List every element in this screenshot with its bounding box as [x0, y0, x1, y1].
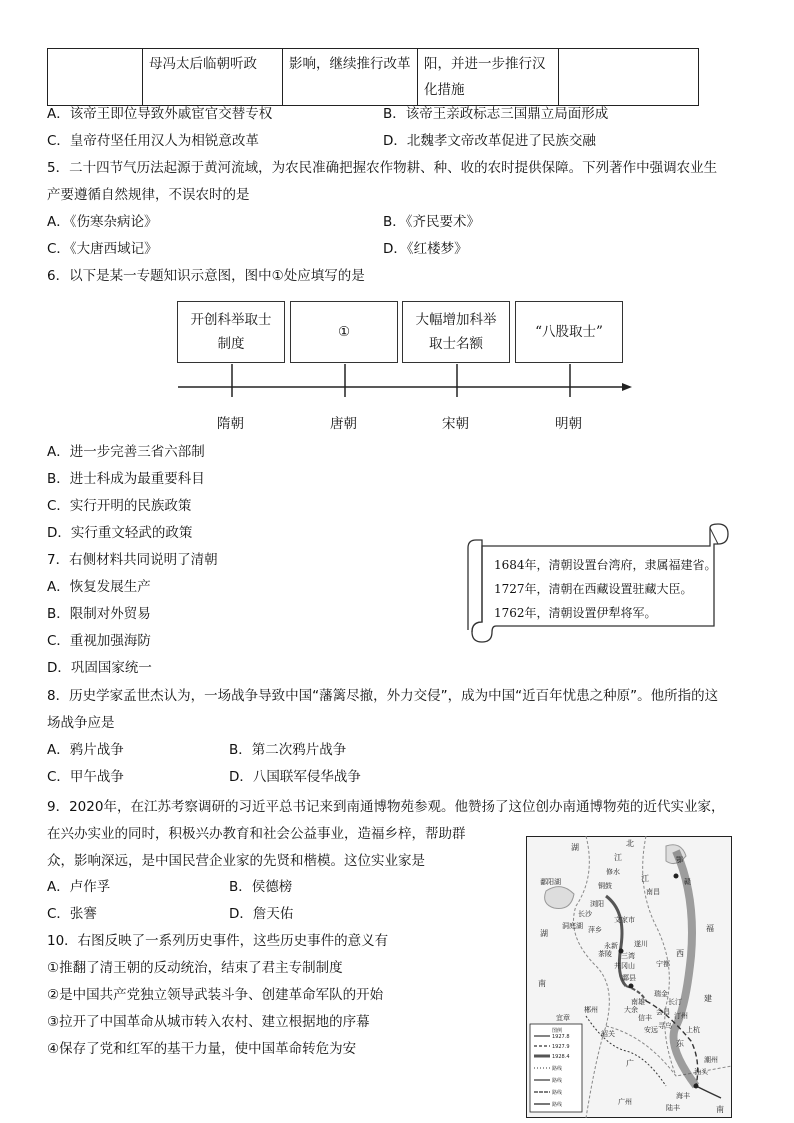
timeline-box [402, 301, 510, 363]
table-cell: 影响，继续推行改革 [283, 49, 418, 106]
map-label: 安远 [644, 1026, 658, 1034]
option-b: B．限制对外贸易 [47, 606, 151, 622]
map-label: 会昌 [656, 1008, 670, 1016]
option-a: A．鸦片战争 [47, 742, 124, 758]
statement-4: ④保存了党和红军的基干力量，使中国革命转危为安 [47, 1041, 357, 1057]
option-b: B．该帝王亲政标志三国鼎立局面形成 [383, 106, 609, 122]
map-label: 三湾 [621, 952, 635, 960]
map-label: 湖 [540, 929, 548, 938]
map-label: 福 [706, 924, 714, 933]
map-legend-text: 1927.8 [552, 1034, 570, 1040]
question-stem: 6．以下是某一专题知识示意图，图中①处应填写的是 [47, 268, 365, 284]
map-label: 广 [626, 1059, 634, 1068]
timeline-box-text: “八股取士” [535, 324, 603, 340]
map-label: 江 [614, 853, 622, 862]
question-stem: 7．右侧材料共同说明了清朝 [47, 552, 218, 568]
timeline-box-text: 开创科举取士 [190, 312, 272, 328]
option-c: C．重视加强海防 [47, 633, 151, 649]
map-label: 信丰 [638, 1014, 652, 1022]
dynasty-label: 宋朝 [442, 416, 469, 432]
map-label: 宜章 [556, 1014, 570, 1022]
table-cell [418, 49, 559, 106]
map-label: 长沙 [578, 910, 592, 918]
map-legend-text: 图例 [552, 1028, 563, 1034]
map-label: 韶关 [601, 1030, 615, 1038]
option-c: C．张謇 [47, 906, 97, 922]
map-label: 赣 [684, 878, 691, 886]
map-label: 郴州 [584, 1006, 598, 1014]
question-stem: 在兴办实业的同时，积极兴办教育和社会公益事业，造福乡梓，帮助群 [47, 826, 466, 842]
table-cell: 母冯太后临朝听政 [143, 49, 283, 106]
dynasty-label: 明朝 [555, 416, 582, 432]
question-stem: 5．二十四节气历法起源于黄河流域，为农民准确把握农作物耕、种、收的农时提供保障。下列著作中强调农业生 [47, 160, 718, 176]
timeline-box-text: 制度 [217, 336, 245, 352]
timeline-box [290, 301, 398, 363]
option-b: B．《齐民要术》 [383, 214, 481, 230]
question-stem: 众，影响深远，是中国民营企业家的先贤和楷模。这位实业家是 [47, 853, 425, 869]
map-label: 海丰 [676, 1092, 690, 1100]
map-legend-text: 路线 [552, 1078, 563, 1084]
map-label: 南昌 [646, 888, 660, 896]
map-label: 文家市 [614, 916, 635, 924]
map-label: 鄱阳湖 [540, 878, 561, 886]
revolution-route-map [526, 836, 732, 1118]
timeline-box [177, 301, 285, 363]
map-label: 陆丰 [666, 1104, 680, 1112]
map-label: 铜鼓 [598, 882, 612, 890]
map-legend-text: 路线 [552, 1102, 563, 1108]
map-label: 寻乌 [658, 1022, 672, 1030]
option-a: A．卢作孚 [47, 879, 111, 895]
map-label: 萍乡 [588, 926, 602, 934]
map-label: 瑞金 [654, 990, 668, 998]
map-label: 遂川 [634, 940, 648, 948]
question-stem: 产要遵循自然规律，不误农时的是 [47, 187, 250, 203]
map-label: 汕头 [694, 1068, 708, 1076]
map-label: 西 [676, 949, 684, 958]
map-label: 潮州 [704, 1056, 718, 1064]
timeline-box-text: 大幅增加科举 [415, 312, 497, 328]
statement-3: ③拉开了中国革命从城市转入农村、建立根据地的序幕 [47, 1014, 370, 1030]
option-d: D．八国联军侵华战争 [229, 769, 361, 785]
map-legend-text: 1927.9 [552, 1044, 570, 1050]
scroll-line: 1762年，清朝设置伊犁将军。 [494, 606, 657, 620]
map-label: 鄂 [676, 856, 683, 864]
table-row [48, 49, 699, 106]
map-label: 茶陵 [598, 950, 612, 958]
map-legend-text: 1928.4 [552, 1054, 570, 1060]
question-stem: 场战争应是 [47, 715, 115, 731]
map-label: 北 [626, 839, 634, 848]
map-label: 修水 [606, 868, 620, 876]
option-d: D．实行重文轻武的政策 [47, 525, 193, 541]
history-table [47, 48, 699, 106]
option-c: C．甲午战争 [47, 769, 124, 785]
table-cell [48, 49, 143, 106]
map-label: 湖 [571, 843, 579, 852]
option-d: D．北魏孝文帝改革促进了民族交融 [383, 133, 596, 149]
option-b: B．第二次鸦片战争 [229, 742, 347, 758]
map-label: 汀州 [674, 1012, 688, 1020]
option-d: D．《红楼梦》 [383, 241, 468, 257]
map-legend-text: 路线 [552, 1090, 563, 1096]
map-label: 东 [676, 1039, 684, 1048]
statement-2: ②是中国共产党独立领导武装斗争、创建革命军队的开始 [47, 987, 384, 1003]
question-stem: 9．2020年，在江苏考察调研的习近平总书记来到南通博物苑参观。他赞扬了这位创办南通博物苑的近代实业家， [47, 799, 725, 815]
option-c: C．《大唐西域记》 [47, 241, 158, 257]
map-label: 南 [716, 1105, 724, 1114]
timeline-box-text: 取士名额 [429, 336, 483, 352]
timeline-arrow [622, 383, 632, 391]
option-a: A．该帝王即位导致外戚宦官交替专权 [47, 106, 273, 122]
question-stem: 8．历史学家孟世杰认为，一场战争导致中国“藩篱尽撤，外力交侵”，成为中国“近百年忧患之种原”。他所指的这 [47, 688, 719, 704]
map-label: 长汀 [668, 998, 682, 1006]
table-cell-line: 阳，并进一步推行汉 [424, 56, 546, 72]
question-stem: 10．右图反映了一系列历史事件，这些历史事件的意义有 [47, 933, 389, 949]
table-cell [559, 49, 699, 106]
map-label: 南雄 [631, 998, 645, 1006]
map-label: 酃县 [622, 974, 636, 982]
timeline-axis [170, 362, 640, 407]
table-cell-line: 化措施 [424, 82, 465, 98]
map-label: 建 [704, 994, 712, 1003]
option-d: D．巩固国家统一 [47, 660, 152, 676]
timeline-box-text: ① [337, 324, 351, 340]
scroll-line: 1684年，清朝设置台湾府，隶属福建省。 [494, 558, 717, 572]
map-label: 洞庭湖 [562, 922, 583, 930]
option-a: A．恢复发展生产 [47, 579, 151, 595]
map-legend-text: 路线 [552, 1066, 563, 1072]
option-b: B．进士科成为最重要科目 [47, 471, 205, 487]
map-label: 宁都 [656, 960, 670, 968]
option-d: D．詹天佑 [229, 906, 294, 922]
map-label: 大余 [624, 1006, 638, 1014]
statement-1: ①推翻了清王朝的反动统治，结束了君主专制制度 [47, 960, 343, 976]
map-label: 江 [641, 874, 649, 883]
map-label: 井冈山 [614, 962, 635, 970]
option-a: A．进一步完善三省六部制 [47, 444, 205, 460]
option-c: C．实行开明的民族政策 [47, 498, 192, 514]
dynasty-label: 唐朝 [330, 416, 357, 432]
option-a: A．《伤寒杂病论》 [47, 214, 158, 230]
map-label: 永新 [604, 942, 618, 950]
map-label: 南 [538, 979, 546, 988]
map-label: 上杭 [686, 1026, 700, 1034]
option-b: B．侯德榜 [229, 879, 293, 895]
timeline-box [515, 301, 623, 363]
dynasty-label: 隋朝 [217, 416, 244, 432]
scroll-line: 1727年，清朝在西藏设置驻藏大臣。 [494, 582, 693, 596]
option-c: C．皇帝苻坚任用汉人为相锐意改革 [47, 133, 259, 149]
map-label: 浏阳 [590, 900, 604, 908]
map-label: 广州 [618, 1098, 632, 1106]
